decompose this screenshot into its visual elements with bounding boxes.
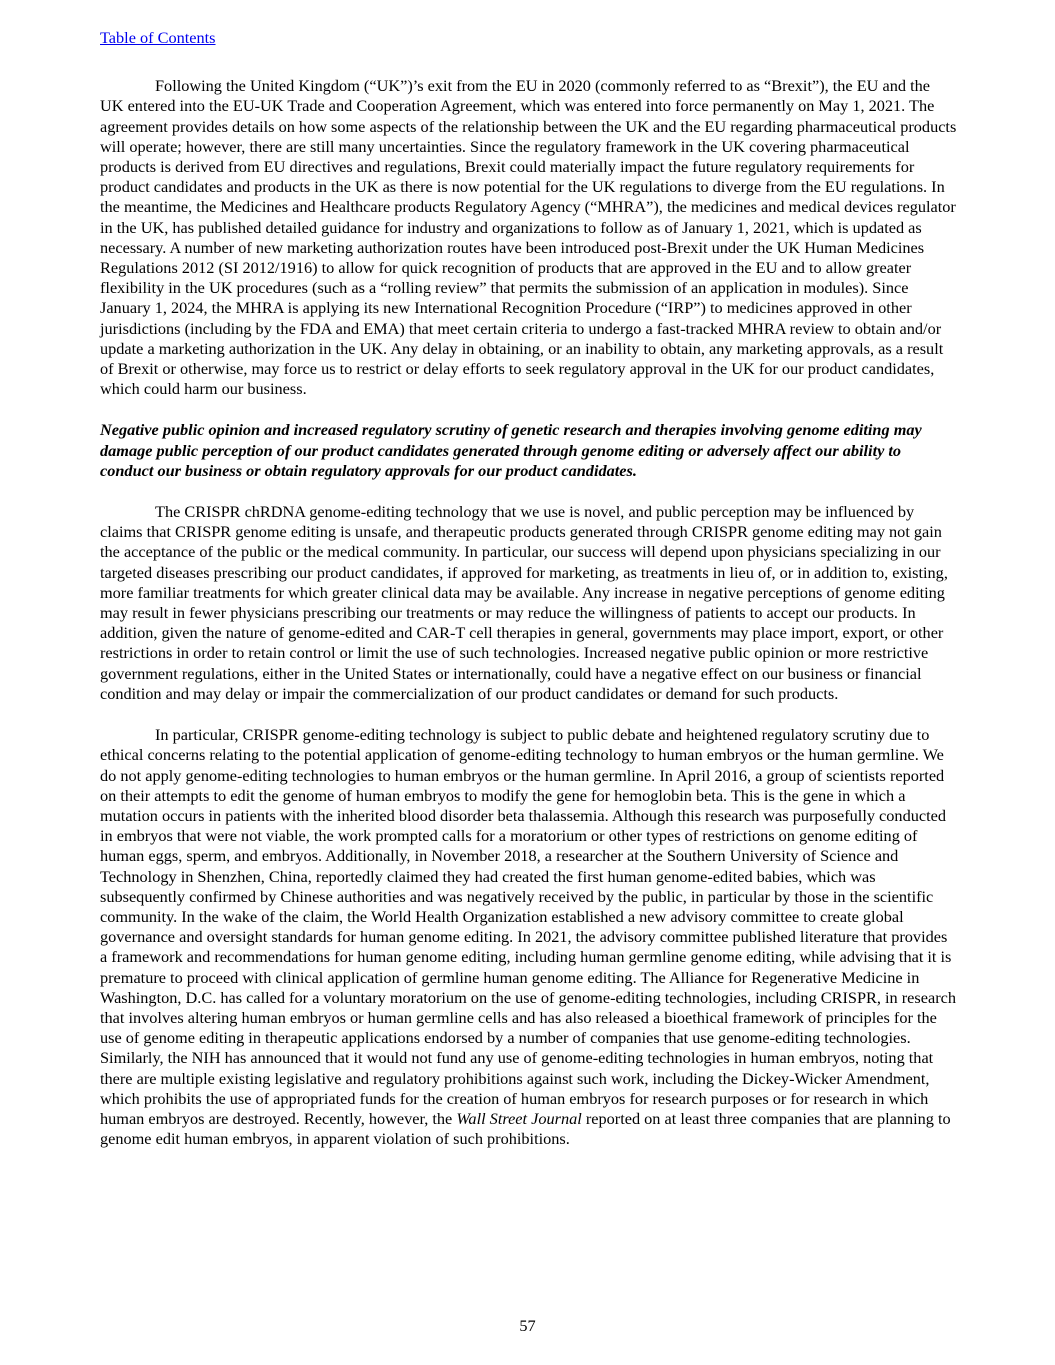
- risk-factor-heading-genome-editing: Negative public opinion and increased regulatory scrutiny of genetic research and therapies involving genome editing may damage public perception of our product candidates generated through genome editing or adversely affect our ability to conduct our business or obtain regulatory approvals for our product candidates.: [100, 420, 922, 480]
- table-of-contents-link[interactable]: Table of Contents: [100, 28, 216, 47]
- paragraph-genome-editing-ethics: [100, 725, 957, 1149]
- paragraph-brexit-regulatory: Following the United Kingdom (“UK”)’s exit from the EU in 2020 (commonly referred to as “Brexit”), the EU and the UK entered into the EU-UK Trade and Cooperation Agreement, which was entered into force permanently on May 1, 2021. The agreement provides details on how some aspects of the relationship between the UK and the EU regarding pharmaceutical products will operate; however, there are still many uncertainties. Since the regulatory framework in the UK covering pharmaceutical products is derived from EU directives and regulations, Brexit could materially impact the future regulatory requirements for product candidates and products in the UK as there is now potential for the UK regulations to diverge from the EU regulations. In the meantime, the Medicines and Healthcare products Regulatory Agency (“MHRA”), the medicines and medical devices regulator in the UK, has published detailed guidance for industry and organizations to follow as of January 1, 2021, which is updated as necessary. A number of new marketing authorization routes have been introduced post-Brexit under the UK Human Medicines Regulations 2012 (SI 2012/1916) to allow for quick recognition of products that are approved in the EU and to allow greater flexibility in the UK procedures (such as a “rolling review” that permits the submission of an application in modules). Since January 1, 2024, the MHRA is applying its new International Recognition Procedure (“IRP”) to medicines approved in other jurisdictions (including by the FDA and EMA) that meet certain criteria to undergo a fast-tracked MHRA review to obtain and/or update a marketing authorization in the UK. Any delay in obtaining, or an inability to obtain, any marketing approvals, as a result of Brexit or otherwise, may force us to restrict or delay efforts to seek regulatory approval in the UK for our product candidates, which could harm our business.: [100, 76, 957, 399]
- paragraph-ethics-text-before-italic: In particular, CRISPR genome-editing technology is subject to public debate and heightened regulatory scrutiny due to ethical concerns relating to the potential application of genome-editing technology to human embryos or the human germline. We do not apply genome-editing technologies to human embryos or the human germline. In April 2016, a group of scientists reported on their attempts to edit the genome of human embryos to modify the gene for hemoglobin beta. This is the gene in which a mutation occurs in patients with the inherited blood disorder beta thalassemia. Although this research was purposefully conducted in embryos that were not viable, the work prompted calls for a moratorium or other types of restrictions on genome editing of human eggs, sperm, and embryos. Additionally, in November 2018, a researcher at the Southern University of Science and Technology in Shenzhen, China, reportedly claimed they had created the first human genome-edited babies, which was subsequently confirmed by Chinese authorities and was negatively received by the public, in particular by those in the scientific community. In the wake of the claim, the World Health Organization established a new advisory committee to create global governance and oversight standards for human genome editing. In 2021, the advisory committee published literature that provides a framework and recommendations for human genome editing, including human germline genome editing, while advising that it is premature to proceed with clinical application of germline human genome editing. The Alliance for Regenerative Medicine in Washington, D.C. has called for a voluntary moratorium on the use of genome-editing technologies, including CRISPR, in research that involves altering human embryos or human germline cells and has also released a bioethical framework of principles for the use of genome editing in therapeutic applications endorsed by a number of companies that use genome-editing technologies. Similarly, the NIH has announced that it would not fund any use of genome-editing technologies in human embryos, noting that there are multiple existing legislative and regulatory prohibitions against such work, including the Dickey-Wicker Amendment, which prohibits the use of appropriated funds for the creation of human embryos for research purposes or for research in which human embryos are destroyed. Recently, however, the: [100, 725, 956, 1128]
- document-body: [100, 28, 957, 1149]
- page-number: 57: [519, 1316, 536, 1335]
- wall-street-journal-italic-text: Wall Street Journal: [456, 1108, 582, 1128]
- paragraph-crispr-public-perception: The CRISPR chRDNA genome-editing technology that we use is novel, and public perception may be influenced by claims that CRISPR genome editing is unsafe, and therapeutic products generated through CRISPR genome editing may not gain the acceptance of the public or the medical community. In particular, our success will depend upon physicians specializing in our targeted diseases prescribing our product candidates, if approved for marketing, as treatments in lieu of, or in addition to, existing, more familiar treatments for which greater clinical data may be available. Any increase in negative perceptions of genome editing may result in fewer physicians prescribing our treatments or may reduce the willingness of patients to accept our products. In addition, given the nature of genome-edited and CAR-T cell therapies in general, governments may place import, export, or other restrictions in order to retain control or limit the use of such technologies. Increased negative public opinion or more restrictive government regulations, either in the United States or internationally, could have a negative effect on our business or financial condition and may delay or impair the commercialization of our product candidates or demand for such products.: [100, 502, 948, 703]
- paragraph-ethics-text-after-italic: reported on at least three companies that are planning to genome edit human embryos, in apparent violation of such prohibitions.: [100, 1108, 951, 1149]
